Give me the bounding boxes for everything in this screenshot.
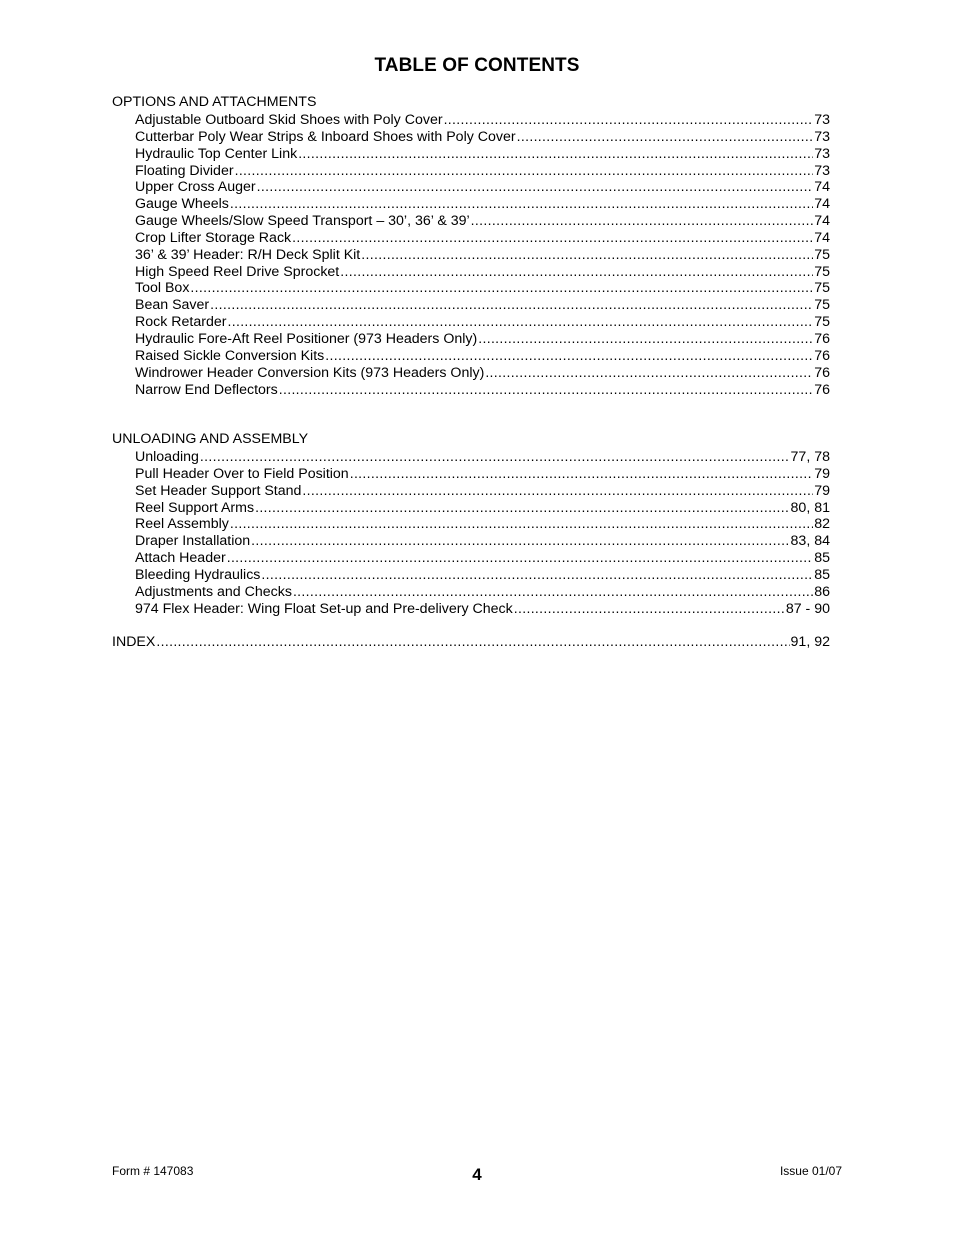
- entry-page-number: 73: [814, 112, 830, 128]
- entry-title: Floating Divider: [135, 162, 234, 179]
- dot-leader: [251, 532, 789, 549]
- entry-page-number: 73: [814, 145, 830, 162]
- toc-section-unloading-and-assembly: [112, 431, 830, 616]
- toc-entry[interactable]: [112, 549, 830, 566]
- dot-leader: [292, 229, 813, 246]
- toc-entry[interactable]: [112, 229, 830, 246]
- toc-entry[interactable]: [112, 482, 830, 499]
- dot-leader: [478, 330, 813, 347]
- entry-page-number: 80, 81: [790, 499, 830, 516]
- toc-entry[interactable]: [112, 212, 830, 229]
- section-heading: OPTIONS AND ATTACHMENTS: [112, 94, 317, 110]
- entry-title: 974 Flex Header: Wing Float Set-up and Pre-delivery Check: [135, 600, 513, 617]
- entry-title: Reel Support Arms: [135, 499, 255, 516]
- dot-leader: [298, 145, 813, 162]
- entry-page-number: 74: [814, 213, 830, 229]
- entry-title: Narrow End Deflectors: [135, 381, 278, 398]
- entry-title: Tool Box: [135, 280, 190, 297]
- toc-entry[interactable]: [112, 381, 830, 398]
- toc-entry[interactable]: [112, 128, 830, 145]
- toc-entry[interactable]: [112, 532, 830, 549]
- toc-entry[interactable]: [112, 515, 830, 532]
- dot-leader: [485, 364, 813, 381]
- entry-page-number: 76: [814, 330, 830, 347]
- toc-section-index: [112, 633, 830, 650]
- dot-leader: [235, 162, 814, 179]
- toc-entry[interactable]: [112, 162, 830, 179]
- entry-title: Pull Header Over to Field Position: [135, 465, 349, 482]
- toc-entry[interactable]: [112, 330, 830, 347]
- entry-page-number: 75: [814, 246, 830, 263]
- toc-entry[interactable]: [112, 448, 830, 465]
- dot-leader: [471, 212, 814, 229]
- toc-entry[interactable]: [112, 195, 830, 212]
- entry-title: Adjustments and Checks: [135, 583, 292, 600]
- entry-page-number: 75: [814, 263, 830, 280]
- dot-leader: [350, 465, 814, 482]
- toc-entry[interactable]: [112, 279, 830, 296]
- entry-page-number: 77, 78: [790, 449, 830, 465]
- entry-title: Adjustable Outboard Skid Shoes with Poly Cover: [135, 112, 443, 128]
- entry-title: Hydraulic Fore-Aft Reel Positioner (973 Headers Only): [135, 330, 478, 347]
- entry-page-number: 79: [814, 482, 830, 499]
- entry-page-number: 74: [814, 179, 830, 196]
- entry-title: Unloading: [135, 449, 199, 465]
- entry-page-number: 76: [814, 347, 830, 364]
- entry-title: Hydraulic Top Center Link: [135, 145, 298, 162]
- entry-title: 36’ & 39’ Header: R/H Deck Split Kit: [135, 246, 361, 263]
- dot-leader: [514, 600, 785, 617]
- toc-entry[interactable]: [112, 583, 830, 600]
- toc-entry[interactable]: [112, 566, 830, 583]
- toc-entry[interactable]: [112, 600, 830, 617]
- entry-page-number: 91, 92: [790, 634, 830, 650]
- entry-page-number: 76: [814, 381, 830, 398]
- toc-section-options-and-attachments: [112, 94, 830, 397]
- entry-title: High Speed Reel Drive Sprocket: [135, 263, 340, 280]
- entry-page-number: 76: [814, 364, 830, 381]
- dot-leader: [279, 381, 814, 398]
- entry-title: Reel Assembly: [135, 516, 229, 533]
- dot-leader: [210, 296, 813, 313]
- entry-title: Attach Header: [135, 550, 226, 566]
- entry-title: Set Header Support Stand: [135, 482, 302, 499]
- entry-title: Gauge Wheels: [135, 196, 229, 213]
- entry-title: Rock Retarder: [135, 314, 227, 330]
- toc-entry[interactable]: [112, 313, 830, 330]
- dot-leader: [293, 583, 813, 600]
- dot-leader: [340, 263, 813, 280]
- dot-leader: [361, 246, 813, 263]
- entry-title: Cutterbar Poly Wear Strips & Inboard Shoes with Poly Cover: [135, 128, 516, 145]
- dot-leader: [230, 195, 813, 212]
- entry-page-number: 87 - 90: [785, 600, 830, 617]
- entry-page-number: 85: [814, 550, 830, 566]
- dot-leader: [444, 111, 814, 128]
- dot-leader: [302, 482, 813, 499]
- entry-page-number: 75: [814, 297, 830, 314]
- entry-page-number: 83, 84: [790, 533, 830, 550]
- dot-leader: [156, 633, 789, 650]
- entry-title: Bean Saver: [135, 297, 210, 314]
- dot-leader: [227, 549, 814, 566]
- entry-page-number: 75: [814, 280, 830, 297]
- toc-entry[interactable]: [112, 246, 830, 263]
- page-number: 4: [472, 1165, 482, 1184]
- dot-leader: [257, 178, 814, 195]
- toc-list: [112, 111, 830, 397]
- toc-entry[interactable]: [112, 178, 830, 195]
- entry-page-number: 74: [814, 196, 830, 213]
- dot-leader: [200, 448, 790, 465]
- dot-leader: [517, 128, 814, 145]
- issue-date: Issue 01/07: [779, 1164, 842, 1178]
- entry-page-number: 73: [814, 128, 830, 145]
- entry-page-number: 75: [814, 314, 830, 330]
- toc-list: [112, 448, 830, 616]
- dot-leader: [190, 279, 813, 296]
- toc-entry[interactable]: [112, 347, 830, 364]
- entry-page-number: 86: [814, 583, 830, 600]
- entry-title: Raised Sickle Conversion Kits: [135, 347, 325, 364]
- toc-entry[interactable]: [112, 499, 830, 516]
- entry-title: Bleeding Hydraulics: [135, 566, 261, 583]
- toc-entry[interactable]: [112, 111, 830, 128]
- toc-entry[interactable]: [112, 263, 830, 280]
- entry-title: Draper Installation: [135, 533, 251, 550]
- dot-leader: [261, 566, 813, 583]
- entry-title: Windrower Header Conversion Kits (973 Headers Only): [135, 364, 485, 381]
- section-heading: UNLOADING AND ASSEMBLY: [112, 431, 309, 447]
- page-title: TABLE OF CONTENTS: [374, 55, 580, 76]
- entry-page-number: 79: [814, 465, 830, 482]
- entry-title: Upper Cross Auger: [135, 179, 256, 196]
- dot-leader: [325, 347, 813, 364]
- entry-title: Crop Lifter Storage Rack: [135, 229, 292, 246]
- dot-leader: [255, 499, 789, 516]
- entry-title: Gauge Wheels/Slow Speed Transport – 30’, 36’ & 39’: [135, 213, 470, 229]
- toc-entry[interactable]: [112, 145, 830, 162]
- dot-leader: [227, 313, 813, 330]
- entry-page-number: 74: [814, 229, 830, 246]
- toc-entry-index[interactable]: [112, 633, 830, 650]
- dot-leader: [230, 515, 813, 532]
- toc-entry[interactable]: [112, 465, 830, 482]
- entry-page-number: 82: [814, 516, 830, 533]
- entry-title: INDEX: [112, 634, 156, 650]
- page-footer: [0, 1162, 954, 1192]
- form-number: Form # 147083: [112, 1164, 194, 1178]
- entry-page-number: 73: [814, 162, 830, 179]
- toc-entry[interactable]: [112, 296, 830, 313]
- toc-entry[interactable]: [112, 364, 830, 381]
- entry-page-number: 85: [814, 566, 830, 583]
